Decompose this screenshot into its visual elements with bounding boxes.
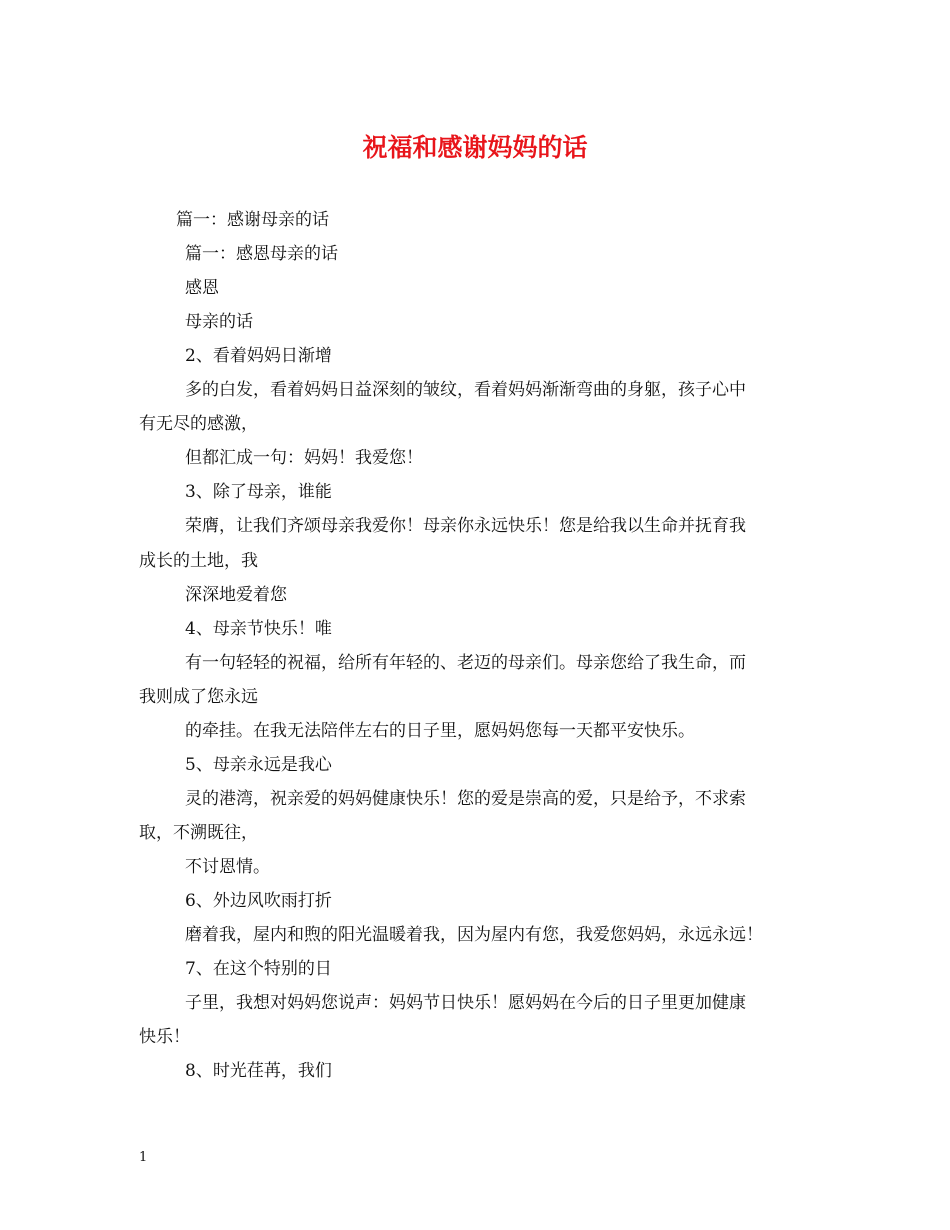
paragraph-line: 7、在这个特别的日: [185, 959, 332, 979]
paragraph-line: 荣膺，让我们齐颂母亲我爱你！母亲你永远快乐！您是给我以生命并抚育我: [185, 516, 746, 536]
paragraph-line: 磨着我，屋内和煦的阳光温暖着我，因为屋内有您，我爱您妈妈，永远永远！: [185, 925, 763, 945]
paragraph-line: 2、看着妈妈日渐增: [185, 346, 332, 366]
paragraph-line: 灵的港湾，祝亲爱的妈妈健康快乐！您的爱是崇高的爱，只是给予，不求索: [185, 789, 746, 809]
paragraph-line: 不讨恩情。: [185, 857, 270, 877]
paragraph-line: 篇一：感恩母亲的话: [185, 244, 338, 264]
paragraph-line: 3、除了母亲，谁能: [185, 482, 332, 502]
paragraph-line: 快乐！: [139, 1027, 190, 1047]
paragraph-line: 的牵挂。在我无法陪伴左右的日子里，愿妈妈您每一天都平安快乐。: [185, 721, 695, 741]
paragraph-line: 有无尽的感激，: [139, 414, 258, 434]
paragraph-line: 母亲的话: [185, 312, 253, 332]
paragraph-line: 多的白发，看着妈妈日益深刻的皱纹，看着妈妈渐渐弯曲的身躯，孩子心中: [185, 380, 746, 400]
document-title: 祝福和感谢妈妈的话: [362, 133, 588, 162]
paragraph-line: 取，不溯既往，: [139, 823, 258, 843]
paragraph-line: 8、时光荏苒，我们: [185, 1061, 332, 1081]
paragraph-line: 4、母亲节快乐！唯: [185, 619, 332, 639]
paragraph-line: 但都汇成一句：妈妈！我爱您！: [185, 448, 423, 468]
paragraph-line: 6、外边风吹雨打折: [185, 891, 332, 911]
section-heading: 篇一：感谢母亲的话: [176, 210, 329, 230]
paragraph-line: 我则成了您永远: [139, 687, 258, 707]
paragraph-line: 深深地爱着您: [185, 585, 287, 605]
paragraph-line: 感恩: [185, 278, 219, 298]
paragraph-line: 子里，我想对妈妈您说声：妈妈节日快乐！愿妈妈在今后的日子里更加健康: [185, 993, 746, 1013]
paragraph-line: 5、母亲永远是我心: [185, 755, 332, 775]
page-number: 1: [139, 1150, 148, 1165]
paragraph-line: 有一句轻轻的祝福，给所有年轻的、老迈的母亲们。母亲您给了我生命，而: [185, 653, 746, 673]
paragraph-line: 成长的土地，我: [139, 551, 258, 571]
